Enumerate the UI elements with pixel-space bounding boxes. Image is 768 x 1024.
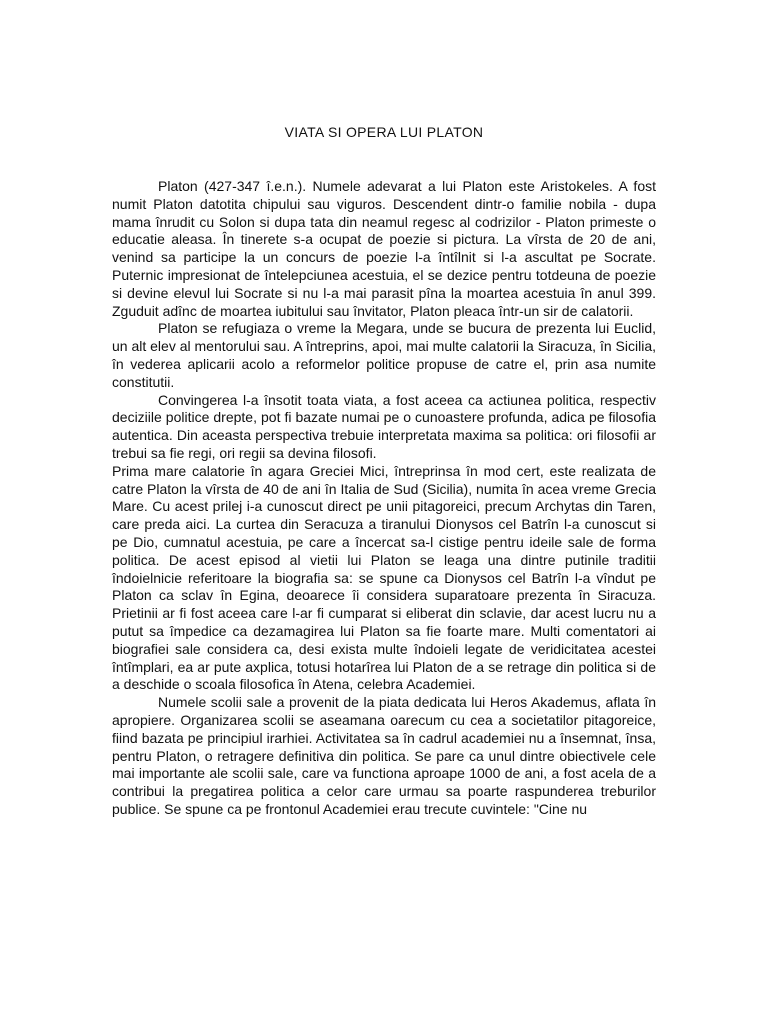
paragraph-5: Numele scolii sale a provenit de la piata dedicata lui Heros Akademus, aflata în apropiere. Organizarea scolii se aseamana oarecum cu cea a societatilor pitagoreice, fiind bazata pe principiul irarhiei. Activitatea sa în cadrul academiei nu a însemnat, însa, pentru Platon, o retragere definitiva din politica. Se pare ca unul dintre obiectivele cele mai importante ale scolii sale, care va functiona aproape 1000 de ani, a fost acela de a contribui la pregatirea politica a celor care urmau sa poarte raspunderea treburilor publice. Se spune ca pe frontonul Academiei erau trecute cuvintele: "Cine nu xyxy=(112,694,656,817)
paragraph-3: Convingerea l-a însotit toata viata, a fost aceea ca actiunea politica, respectiv deciziile politice drepte, pot fi bazate numai pe o cunoastere profunda, adica pe filosofia autentica. Din aceasta perspectiva trebuie interpretata maxima sa politica: ori filosofii ar trebui sa fie regi, ori regii sa devina filosofi. xyxy=(112,391,656,461)
paragraph-4: Prima mare calatorie în agara Greciei Mici, întreprinsa în mod cert, este realizata de catre Platon la vîrsta de 40 de ani în Italia de Sud (Sicilia), numita în acea vreme Grecia Mare. Cu acest prilej i-a cunoscut direct pe unii pitagoreici, precum Archytas din Taren, care preda aici. La curtea din Seracuza a tiranului Dionysos cel Batrîn l-a cunoscut si pe Dio, cumnatul acestuia, pe care a încercat sa-l cistige pentru ideile sale de forma politica. De acest episod al vietii lui Platon se leaga una dintre putinile traditii îndoielnicie referitoare la biografia sa: se spune ca Dionysos cel Batrîn l-a vîndut pe Platon ca sclav în Egina, deoarece îi considera suparatoare prezenta în Siracuza. Prietinii ar fi fost aceea care l-ar fi cumparat si eliberat din sclavie, dar acest lucru nu a putut sa împedice ca dezamagirea lui Platon sa fie foarte mare. Multi comentatori ai biografiei sale considera ca, desi exista multe îndoieli legate de veridicitatea acestei întîmplari, ea ar pute axplica, totusi hotarîrea lui Platon de a se retrage din politica si de a deschide o scoala filosofica în Atena, celebra Academiei. xyxy=(112,462,656,693)
document-body xyxy=(112,178,656,819)
paragraph-1: Platon (427-347 î.e.n.). Numele adevarat a lui Platon este Aristokeles. A fost numit Platon datotita chipului sau viguros. Descendent dintr-o familie nobila - dupa mama înrudit cu Solon si dupa tata din neamul regesc al codrizilor - Platon primeste o educatie aleasa. În tinerete s-a ocupat de poezie si pictura. La vîrsta de 20 de ani, venind sa participe la un concurs de poezie l-a întîlnit si l-a ascultat pe Socrate. Puternic impresionat de întelepciunea acestuia, el se dezice pentru totdeuna de poezie si devine elevul lui Socrate si nu l-a mai parasit pîna la moartea acestuia în anul 399. Zguduit adînc de moartea iubitului sau învitator, Platon pleaca într-un sir de calatorii. xyxy=(112,178,656,319)
document-title: VIATA SI OPERA LUI PLATON xyxy=(284,124,484,140)
document-page xyxy=(112,0,656,1024)
paragraph-2: Platon se refugiaza o vreme la Megara, unde se bucura de prezenta lui Euclid, un alt elev al mentorului sau. A întreprins, apoi, mai multe calatorii la Siracuza, în Sicilia, în vederea aplicarii acolo a reformelor politice propuse de catre el, prin asa numite constitutii. xyxy=(112,320,656,390)
